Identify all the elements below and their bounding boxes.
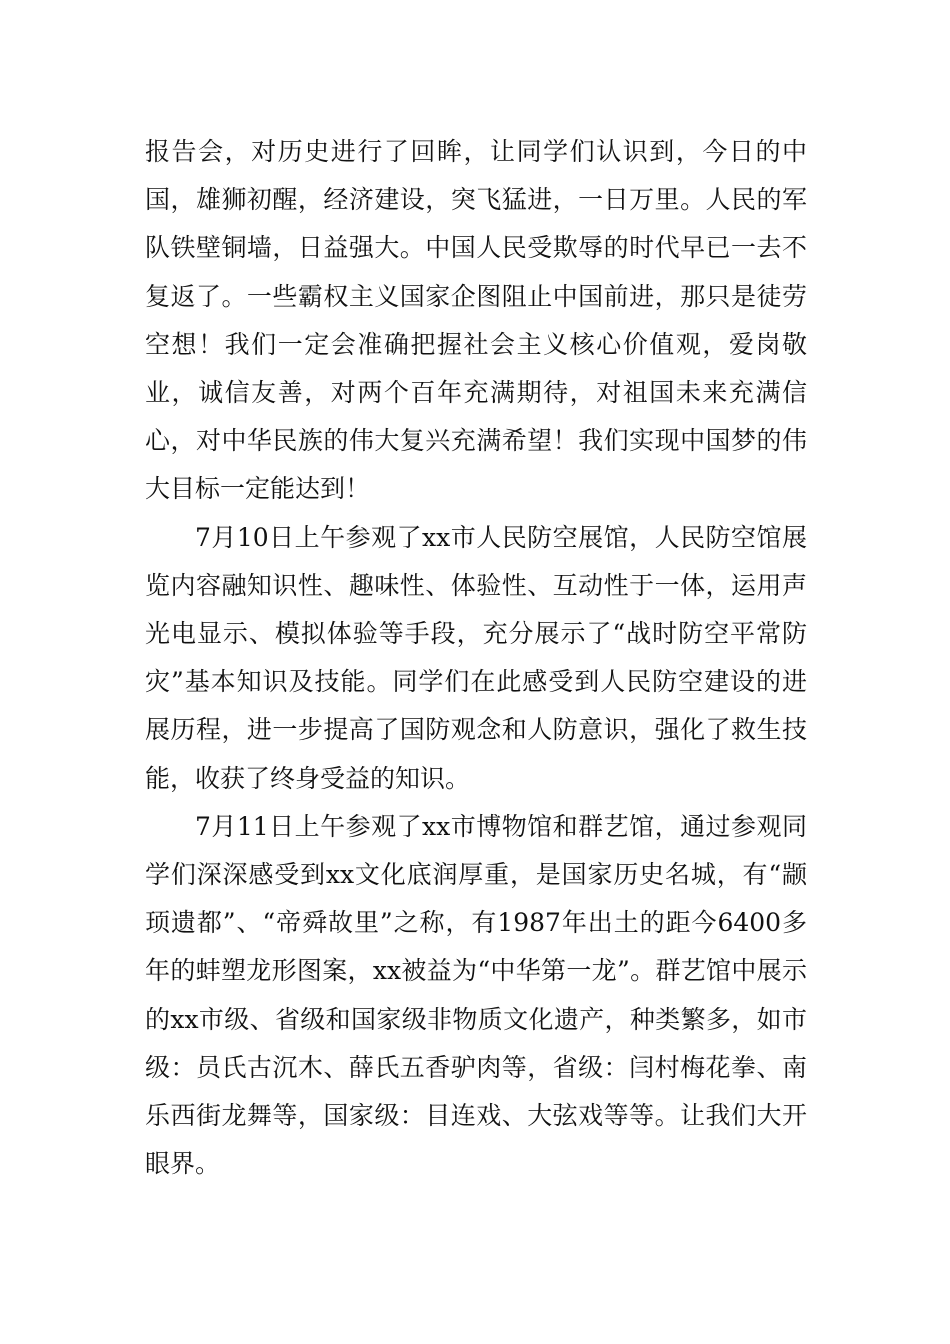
- paragraph-museum-visit: 7月11日上午参观了xx市博物馆和群艺馆，通过参观同学们深深感受到xx文化底润厚重，是国家历史名城，有“颛顼遗都”、“帝舜故里”之称，有1987年出土的距今6400多年的蚌塑龙形图案，xx被益为“中华第一龙”。群艺馆中展示的xx市级、省级和国家级非物质文化遗产，种类繁多，如市级：员氏古沉木、薛氏五香驴肉等，省级：闫村梅花拳、南乐西街龙舞等，国家级：目连戏、大弦戏等等。让我们大开眼界。: [145, 811, 807, 1179]
- paragraph-civil-air-defense-visit: 7月10日上午参观了xx市人民防空展馆，人民防空馆展览内容融知识性、趣味性、体验性、互动性于一体，运用声光电显示、模拟体验等手段，充分展示了“战时防空平常防灾”基本知识及技能。同学们在此感受到人民防空建设的进展历程，进一步提高了国防观念和人防意识，强化了救生技能，收获了终身受益的知识。: [145, 522, 807, 793]
- paragraph-history-review: 报告会，对历史进行了回眸，让同学们认识到，今日的中国，雄狮初醒，经济建设，突飞猛进，一日万里。人民的军队铁壁铜墙，日益强大。中国人民受欺辱的时代早已一去不复返了。一些霸权主义国家企图阻止中国前进，那只是徒劳空想！我们一定会准确把握社会主义核心价值观，爱岗敬业，诚信友善，对两个百年充满期待，对祖国未来充满信心，对中华民族的伟大复兴充满希望！我们实现中国梦的伟大目标一定能达到！: [145, 137, 807, 504]
- document-body: [145, 128, 807, 1188]
